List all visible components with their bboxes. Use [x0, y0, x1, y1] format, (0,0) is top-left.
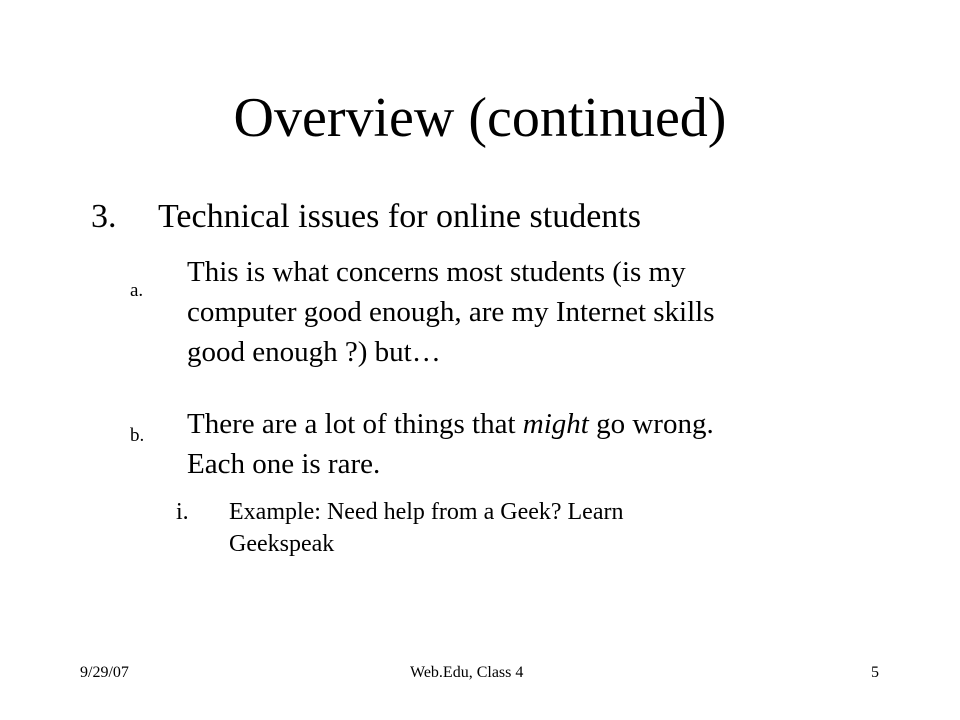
list-item-i-line1: Example: Need help from a Geek? Learn	[229, 499, 624, 525]
list-marker-3: 3.	[91, 198, 117, 235]
list-marker-b: b.	[130, 425, 145, 446]
list-item-a-line1: This is what concerns most students (is my	[187, 256, 686, 288]
list-item-a-text	[187, 252, 715, 372]
list-item-i-text	[229, 496, 623, 560]
list-item-b-line1-emphasis: might	[522, 408, 589, 440]
list-item-b-line1-post: go wrong.	[588, 408, 714, 440]
footer-date: 9/29/07	[80, 664, 129, 681]
list-marker-a: a.	[130, 280, 144, 301]
list-item-technical-issues: Technical issues for online students	[158, 198, 641, 235]
footer-course: Web.Edu, Class 4	[410, 664, 524, 681]
slide-title: Overview (continued)	[233, 87, 727, 149]
list-item-b-line2: Each one is rare.	[187, 448, 381, 480]
list-marker-i: i.	[176, 499, 189, 525]
footer-page-number: 5	[871, 664, 879, 681]
list-item-b-text	[187, 404, 714, 484]
list-item-i-line2: Geekspeak	[229, 531, 335, 557]
list-item-b-line1	[187, 404, 714, 444]
list-item-b-line1-pre: There are a lot of things that	[187, 408, 523, 440]
list-item-a-line3: good enough ?) but…	[187, 336, 441, 368]
list-item-a-line2: computer good enough, are my Internet skills	[187, 296, 715, 328]
